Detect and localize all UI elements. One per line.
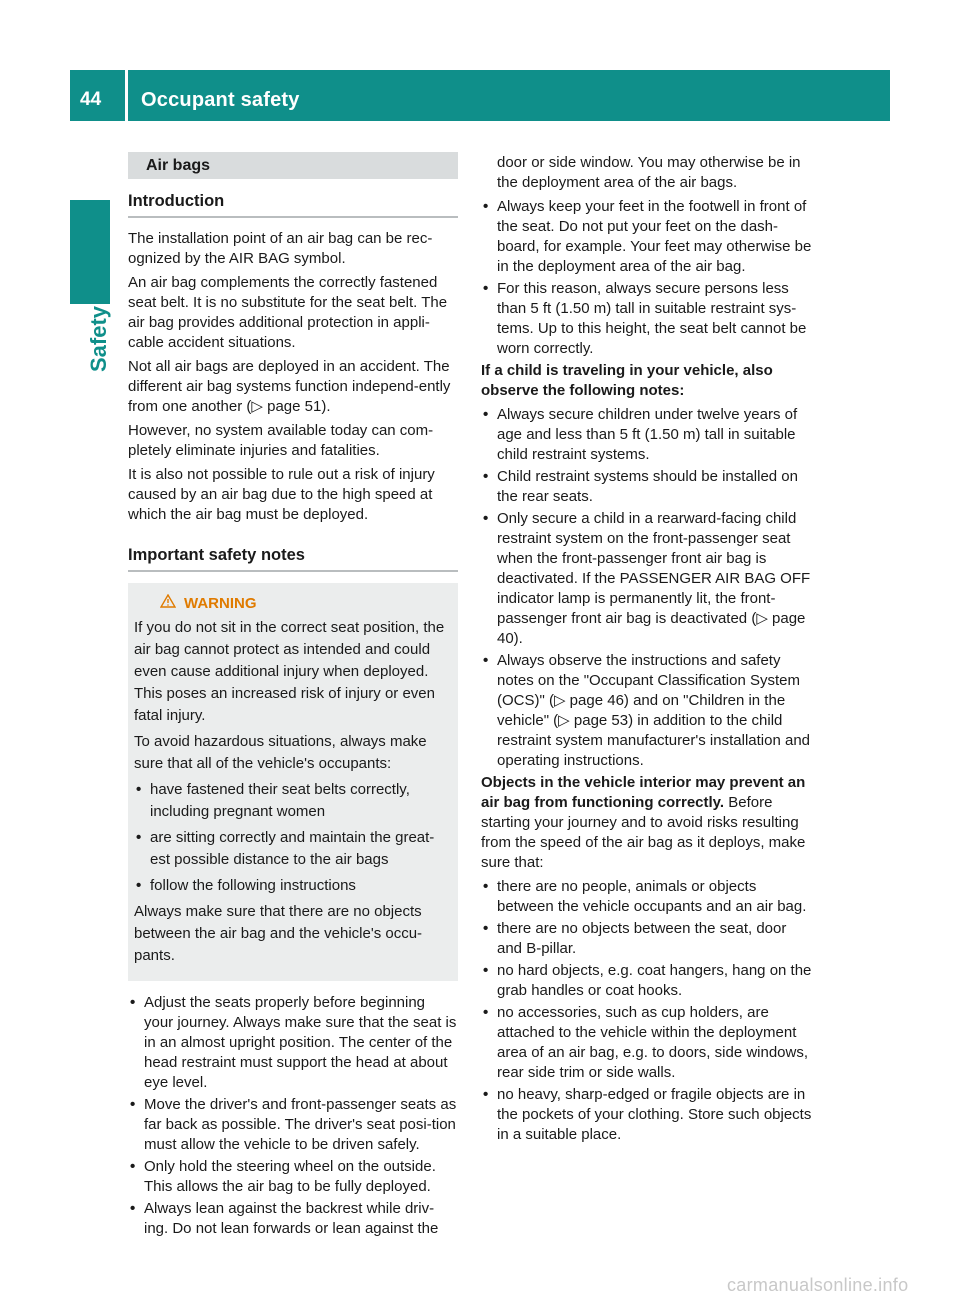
list-item: • there are no objects between the seat, door and B-pillar. xyxy=(481,919,812,959)
list-item: • Adjust the seats properly before beginning your journey. Always make sure that the seat is in an almost upright position. The center of the head restraint must support the head at about eye level. xyxy=(128,993,458,1093)
section-heading: Air bags xyxy=(128,152,458,179)
intro-paragraph: However, no system available today can com-pletely eliminate injuries and fatalities. xyxy=(128,422,434,459)
list-item: • have fastened their seat belts correctly, including pregnant women xyxy=(134,779,450,823)
list-item: • no hard objects, e.g. coat hangers, hang on the grab handles or coat hooks. xyxy=(481,961,812,1001)
child-list xyxy=(481,405,812,771)
warning-paragraph: To avoid hazardous situations, always make sure that all of the vehicle's occupants: xyxy=(134,733,427,772)
list-item: • Only secure a child in a rearward-facing child restraint system on the front-passenger seat when the front-passenger front air bag is deactivated. If the PASSENGER AIR BAG OFF indicator lamp is permanently lit, the front-passenger front air bag is deactivated (▷ page 40). xyxy=(481,509,812,649)
warning-paragraph: Always make sure that there are no objects between the air bag and the vehicle's occu-pants. xyxy=(134,903,423,964)
right-column xyxy=(481,153,812,1147)
objects-heading: Objects in the vehicle interior may prevent an air bag from functioning correctly. xyxy=(481,774,806,811)
objects-text: Before starting your journey and to avoid risks resulting from the speed of the air bag as it deploys, make sure that: xyxy=(481,794,806,871)
list-item: • Move the driver's and front-passenger seats as far back as possible. The driver's seat posi-tion must allow the vehicle to be driven safely. xyxy=(128,1095,458,1155)
safety-notes-heading: Important safety notes xyxy=(128,545,458,572)
side-tab-marker xyxy=(70,200,110,304)
list-item: • For this reason, always secure persons less than 5 ft (1.50 m) tall in suitable restraint sys-tems. Up to this height, the seat belt cannot be worn correctly. xyxy=(481,279,812,359)
intro-paragraph: Not all air bags are deployed in an accident. The different air bag systems function independ-ently from one another (▷ page 51). xyxy=(128,358,451,415)
objects-paragraph xyxy=(481,773,812,873)
list-item: • are sitting correctly and maintain the great-est possible distance to the air bags xyxy=(134,827,450,871)
child-heading: If a child is traveling in your vehicle, also observe the following notes: xyxy=(481,362,773,399)
warning-paragraph: If you do not sit in the correct seat position, the air bag cannot protect as intended and could even cause additional injury when deployed. This poses an increased risk of injury or even fatal injury. xyxy=(134,619,445,724)
objects-list xyxy=(481,877,812,1145)
safety-list xyxy=(481,197,812,359)
intro-paragraph: It is also not possible to rule out a risk of injury caused by an air bag due to the high speed at which the air bag must be deployed. xyxy=(128,466,435,523)
warning-title xyxy=(160,593,450,615)
intro-paragraph: An air bag complements the correctly fastened seat belt. It is no substitute for the seat belt. The air bag provides additional protection in appli-cable accident situations. xyxy=(128,274,448,351)
warning-list xyxy=(134,779,450,897)
warning-box xyxy=(128,583,458,981)
watermark: carmanualsonline.info xyxy=(727,1275,909,1295)
list-item: • follow the following instructions xyxy=(134,875,450,897)
list-item: • Always secure children under twelve years of age and less than 5 ft (1.50 m) tall in suitable child restraint systems. xyxy=(481,405,812,465)
list-item: • Only hold the steering wheel on the outside. This allows the air bag to be fully deployed. xyxy=(128,1157,458,1197)
list-item: • Child restraint systems should be installed on the rear seats. xyxy=(481,467,812,507)
list-item: • no heavy, sharp-edged or fragile objects are in the pockets of your clothing. Store such objects in a suitable place. xyxy=(481,1085,812,1145)
list-item: • there are no people, animals or objects between the vehicle occupants and an air bag. xyxy=(481,877,812,917)
warning-triangle-icon xyxy=(160,593,176,615)
intro-paragraph: The installation point of an air bag can be rec-ognized by the AIR BAG symbol. xyxy=(128,230,433,267)
list-item: • Always keep your feet in the footwell in front of the seat. Do not put your feet on the dash-board, for example. Your feet may otherwise be in the deployment area of the air bag. xyxy=(481,197,812,277)
list-item: • no accessories, such as cup holders, are attached to the vehicle within the deployment area of an air bag, e.g. to doors, side windows, rear side trim or side walls. xyxy=(481,1003,812,1083)
page-number: 44 xyxy=(80,89,102,110)
introduction-heading: Introduction xyxy=(128,191,458,218)
left-column xyxy=(128,152,458,1241)
safety-list xyxy=(128,993,458,1239)
page-title: Occupant safety xyxy=(141,89,300,111)
header-divider xyxy=(125,70,128,121)
warning-title-text: WARNING xyxy=(184,595,257,612)
list-item: • Always lean against the backrest while driv-ing. Do not lean forwards or lean against the xyxy=(128,1199,458,1239)
continuation-text: door or side window. You may otherwise be in the deployment area of the air bags. xyxy=(497,154,801,191)
list-item: • Always observe the instructions and safety notes on the "Occupant Classification System (OCS)" (▷ page 46) and on "Children in the vehicle" (▷ page 53) in addition to the child restraint system manufacturer's installation and operating instructions. xyxy=(481,651,812,771)
